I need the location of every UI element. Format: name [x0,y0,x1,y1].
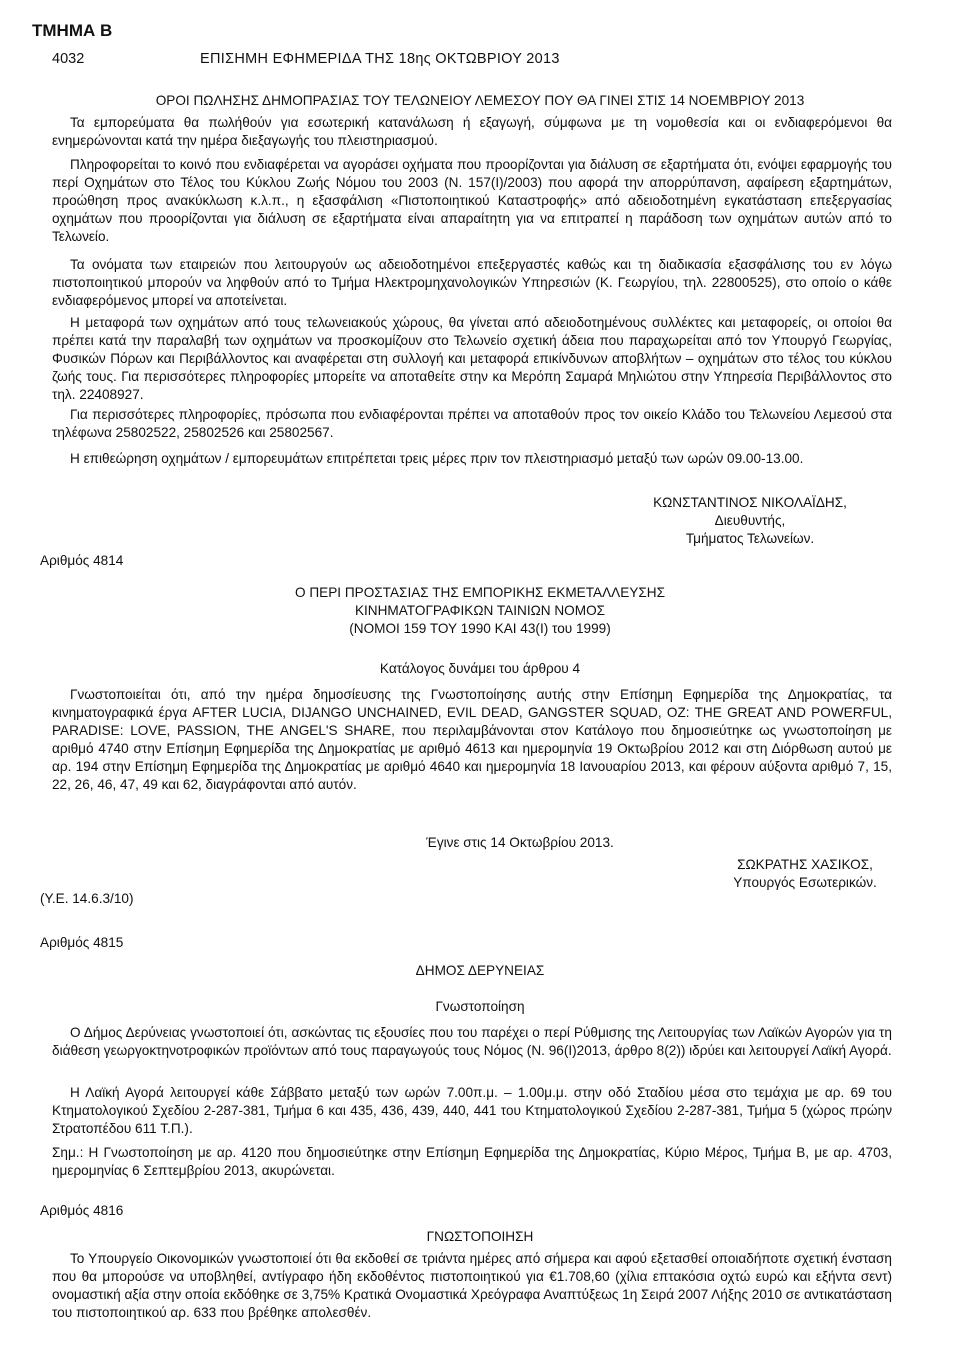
signer-department: Τμήματος Τελωνείων. [685,531,815,546]
signer-name: ΣΩΚΡΑΤΗΣ ΧΑΣΙΚΟΣ, [737,857,873,872]
law-title-line-1: Ο ΠΕΡΙ ΠΡΟΣΤΑΣΙΑΣ ΤΗΣ ΕΜΠΟΡΙΚΗΣ ΕΚΜΕΤΑΛΛΕΥΣΗΣ [294,585,666,600]
notice-number: Αριθμός 4814 [40,553,124,568]
auction-paragraph-4: Η μεταφορά των οχημάτων από τους τελωνειακούς χώρους, θα γίνεται από αδειοδοτημένους συλλέκτες και μεταφορείς, οι οποίοι θα πρέπει κατά την παραλαβή των οχημάτων να προσκομίζουν στο Τελωνείο σχετική άδεια που παραχωρείται από τον Υπουργό Γεωργίας, Φυσικών Πόρων και Περιβάλλοντος και αναφέρεται στη συλλογή και μεταφορά επικίνδυνων αποβλήτων – οχημάτων στο τέλος του κύκλου ζωής τους. Για περισσότερες πληροφορίες μπορείτε να αποταθείτε στην κα Μερόπη Σαμαρά Μηλιώτου στην Υπηρεσία Περιβάλλοντος στο τηλ. 22408927. [52,315,892,402]
films-notice-body: Γνωστοποιείται ότι, από την ημέρα δημοσίευσης της Γνωστοποίησης αυτής στην Επίσημη Εφημερίδα της Δημοκρατίας, τα κινηματογραφικά έργα AFTER LUCIA, DIJANGO UNCHAINED, EVIL DEAD, GANGSTER SQUAD, OZ: THE GREAT AND POWERFUL, PARADISE: LOVE, PASSION, THE ANGEL'S SHARE, που περιλαμβάνονται στον Κατάλογο που δημοσιεύτηκε ως γνωστοποίηση με αριθμό 4740 στην Επίσημη Εφημερίδα της Δημοκρατίας με αριθμό 4613 και ημερομηνία 19 Οκτωβρίου 2012 και στη Διόρθωση αυτού με αρ. 194 στην Επίσημη Εφημερίδα της Δημοκρατίας με αριθμό 4640 και ημερομηνία 18 Ιανουαρίου 2013, και φέρουν αύξοντα αριθμό 7, 15, 22, 26, 46, 47, 49 και 62, διαγράφονται από αυτόν. [52,687,892,792]
section-label: ΤΜΗΜΑ Β [32,21,113,40]
market-paragraph-2: Η Λαϊκή Αγορά λειτουργεί κάθε Σάββατο μεταξύ των ωρών 7.00π.μ. – 1.00μ.μ. στην οδό Σταδίου μέσα στο τεμάχια με αρ. 69 του Κτηματολογικού Σχεδίου 2-287-381, Τμήμα 6 και 435, 436, 439, 440, 441 του Κτηματολογικού Σχεδίου 2-287-381, Τμήμα 5 (χώρος πρώην Στρατοπέδου 611 Τ.Π.). [52,1085,892,1136]
page-number: 4032 [52,51,85,67]
gazette-header: ΕΠΙΣΗΜΗ ΕΦΗΜΕΡΙΔΑ ΤΗΣ 18ης ΟΚΤΩΒΡΙΟΥ 2013 [200,51,560,67]
law-title-line-2: ΚΙΝΗΜΑΤΟΓΡΑΦΙΚΩΝ ΤΑΙΝΙΩΝ ΝΟΜΟΣ [354,603,606,618]
signer-title: Υπουργός Εσωτερικών. [733,875,877,890]
reference-number: (Υ.Ε. 14.6.3/10) [40,891,134,906]
auction-paragraph-6: Η επιθεώρηση οχημάτων / εμπορευμάτων επιτρέπεται τρεις μέρες πριν τον πλειστηριασμό μεταξύ των ωρών 09.00-13.00. [70,451,804,466]
law-title-line-3: (ΝΟΜΟΙ 159 ΤΟΥ 1990 ΚΑΙ 43(Ι) του 1999) [349,621,611,636]
auction-paragraph-2: Πληροφορείται το κοινό που ενδιαφέρεται να αγοράσει οχήματα που προορίζονται για διάλυση σε εξαρτήματα ότι, ενόψει εφαρμογής του περί Οχημάτων στο Τέλος του Κύκλου Ζωής Νόμου του 2003 (Ν. 157(Ι)/2003) που αφορά την απορρύπανση, αφαίρεση εξαρτημάτων, προώθηση προς ανακύκλωση κ.λ.π., η εξασφάλιση «Πιστοποιητικού Καταστροφής» από αδειοδοτημένη εγκατάσταση επεξεργασίας οχημάτων που προορίζονται για διάλυση σε εξαρτήματα είναι απαραίτητη για να επιτραπεί η παράδοση των οχημάτων αυτών από το Τελωνείο. [52,157,892,244]
auction-paragraph-3: Τα ονόματα των εταιρειών που λειτουργούν ως αδειοδοτημένοι επεξεργαστές καθώς και τη διαδικασία εξασφάλισης του εν λόγω πιστοποιητικού μπορούν να ληφθούν από το Τμήμα Ηλεκτρομηχανολογικών Υπηρεσιών (Κ. Γεωργίου, τηλ. 22800525), στο οποίο ο κάθε ενδιαφερόμενος μπορεί να αποτείνεται. [52,257,892,308]
market-paragraph-1: Ο Δήμος Δερύνειας γνωστοποιεί ότι, ασκώντας τις εξουσίες που του παρέχει ο περί Ρύθμισης της Λειτουργίας των Λαϊκών Αγορών για τη διάθεση γεωργοκτηνοτροφικών προϊόντων από τους παραγωγούς τους Νόμος (Ν. 96(Ι)2013, άρθρο 8(2)) ιδρύει και λειτουργεί Λαϊκή Αγορά. [52,1025,892,1058]
municipality-title: ΔΗΜΟΣ ΔΕΡΥΝΕΙΑΣ [415,963,545,978]
notice-number: Αριθμός 4816 [40,1203,124,1218]
minister-signature [690,856,920,892]
issue-date: Έγινε στις 14 Οκτωβρίου 2013. [426,835,614,850]
list-subtitle: Κατάλογος δυνάμει του άρθρου 4 [379,661,581,676]
market-note: Σημ.: Η Γνωστοποίηση με αρ. 4120 που δημοσιεύτηκε στην Επίσημη Εφημερίδα της Δημοκρατίας, Κύριο Μέρος, Τμήμα Β, με αρ. 4703, ημερομηνίας 6 Σεπτεμβρίου 2013, ακυρώνεται. [52,1145,892,1178]
notice-subtitle: Γνωστοποίηση [435,999,525,1014]
signer-title: Διευθυντής, [714,513,786,528]
signer-name: ΚΩΝΣΤΑΝΤΙΝΟΣ ΝΙΚΟΛΑΪΔΗΣ, [653,495,847,510]
notice-title: ΓΝΩΣΤΟΠΟΙΗΣΗ [426,1229,534,1244]
certificate-notice-body: Το Υπουργείο Οικονομικών γνωστοποιεί ότι θα εκδοθεί σε τριάντα ημέρες από σήμερα και αφού εξετασθεί οποιαδήποτε σχετική ένσταση που θα μπορούσε να υποβληθεί, αντίγραφο ήδη εκδοθέντος πιστοποιητικού για €1.708,60 (χίλια επτακόσια οχτώ ευρώ και εξήντα σεντ) ονομαστική αξία στην οποία εκδόθηκε σε 3,75% Κρατικά Ονομαστικά Χρεόγραφα Αναπτύξεως 1η Σειρά 2007 Λήξης 2010 σε αντικατάσταση του πιστοποιητικού αρ. 633 που βρέθηκε απολεσθέν. [52,1251,892,1320]
auction-paragraph-5: Για περισσότερες πληροφορίες, πρόσωπα που ενδιαφέρονται πρέπει να αποταθούν προς τον οικείο Κλάδο του Τελωνείου Λεμεσού στα τηλέφωνα 25802522, 25802526 και 25802567. [52,407,892,440]
notice-number: Αριθμός 4815 [40,935,124,950]
auction-signature [600,494,900,548]
auction-title: ΟΡΟΙ ΠΩΛΗΣΗΣ ΔΗΜΟΠΡΑΣΙΑΣ ΤΟΥ ΤΕΛΩΝΕΙΟΥ ΛΕΜΕΣΟΥ ΠΟΥ ΘΑ ΓΙΝΕΙ ΣΤΙΣ 14 ΝΟΕΜΒΡΙΟΥ 2013 [155,93,805,108]
auction-paragraph-1: Τα εμπορεύματα θα πωλήθούν για εσωτερική κατανάλωση ή εξαγωγή, σύμφωνα με τη νομοθεσία και οι ενδιαφερόμενοι θα ενημερώνονται κατά την ημέρα διεξαγωγής του πλειστηριασμού. [52,115,892,148]
